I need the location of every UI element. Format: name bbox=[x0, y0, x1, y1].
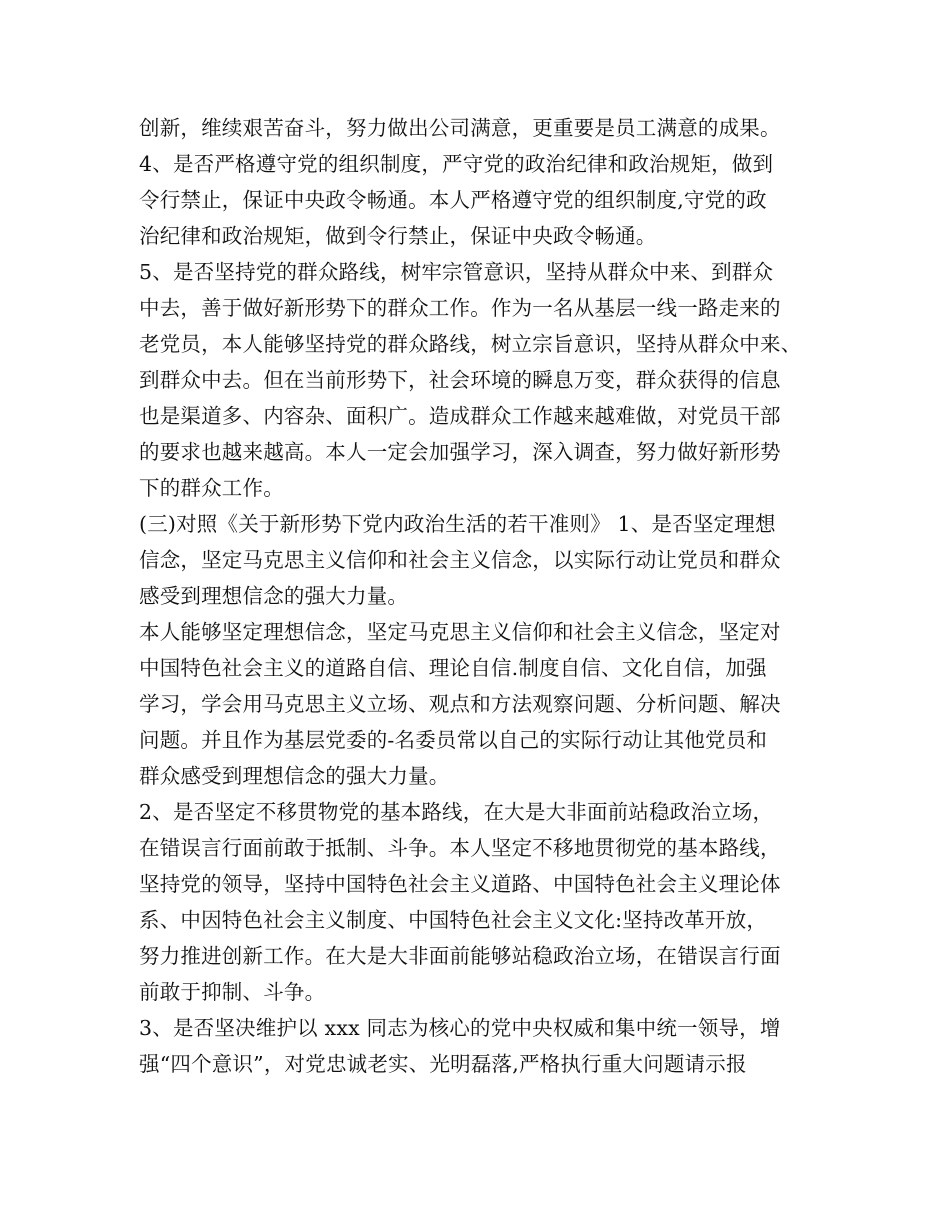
text-line: 学习，学会用马克思主义立场、观点和方法观察问题、分析问题、解决 bbox=[139, 692, 781, 716]
text-line: 创新，维续艰苦奋斗，努力做出公司满意，更重要是员工满意的成果。 bbox=[139, 116, 781, 140]
text-line: 强“四个意识”，对党忠诚老实、光明磊落,严格执行重大问题请示报 bbox=[139, 1052, 747, 1076]
text-line: 努力推进创新工作。在大是大非面前能够站稳政治立场，在错误言行面 bbox=[139, 944, 781, 968]
text-line: 群众感受到理想信念的强大力量。 bbox=[139, 764, 450, 788]
text-line: 下的群众工作。 bbox=[139, 476, 284, 500]
text-line: 3、是否坚决维护以 xxx 同志为核心的党中央权威和集中统一领导，增 bbox=[139, 1016, 781, 1040]
text-line: 问题。并且作为基层党委的-名委员常以自己的实际行动让其他党员和 bbox=[139, 728, 768, 752]
text-line: 在错误言行面前敢于抵制、斗争。本人坚定不移地贯彻党的基本路线， bbox=[139, 836, 781, 860]
text-line: 坚持党的领导，坚持中国特色社会主义道路、中国特色社会主义理论体 bbox=[139, 872, 781, 896]
text-line: 4、是否严格遵守党的组织制度，严守党的政治纪律和政治规矩，做到 bbox=[139, 152, 774, 176]
text-line: 到群众中去。但在当前形势下，社会环境的瞬息万变，群众获得的信息 bbox=[139, 368, 781, 392]
text-line: 中国特色社会主义的道路自信、理论自信.制度自信、文化自信，加强 bbox=[139, 656, 767, 680]
text-line: 感受到理想信念的强大力量。 bbox=[139, 584, 409, 608]
text-line: 令行禁止，保证中央政令畅通。本人严格遵守党的组织制度,守党的政 bbox=[139, 188, 767, 212]
text-line: 信念，坚定马克思主义信仰和社会主义信念，以实际行动让党员和群众 bbox=[139, 548, 781, 572]
text-line: 的要求也越来越高。本人一定会加强学习，深入调查，努力做好新形势 bbox=[139, 440, 781, 464]
text-line: 5、是否坚持党的群众路线，树牢宗管意识，坚持从群众中来、到群众 bbox=[139, 260, 774, 284]
text-line: 也是渠道多、内容杂、面积广。造成群众工作越来越难做，对党员干部 bbox=[139, 404, 781, 428]
text-line: 老党员，本人能够坚持党的群众路线，树立宗旨意识，坚持从群众中来、 bbox=[139, 332, 802, 356]
text-line: 本人能够坚定理想信念，坚定马克思主义信仰和社会主义信念，坚定对 bbox=[139, 620, 781, 644]
text-line: 中去，善于做好新形势下的群众工作。作为一名从基层一线一路走来的 bbox=[139, 296, 781, 320]
text-line: 治纪律和政治规矩，做到令行禁止，保证中央政令畅通。 bbox=[139, 224, 657, 248]
text-line: 2、是否坚定不移贯物党的基本路线，在大是大非面前站稳政治立场， bbox=[139, 800, 774, 824]
text-line: (三)对照《关于新形势下党内政治生活的若干准则》 1、是否坚定理想 bbox=[139, 512, 776, 536]
text-line: 前敢于抑制、斗争。 bbox=[139, 980, 326, 1004]
text-line: 系、中因特色社会主义制度、中国特色社会主义文化:坚持改革开放， bbox=[139, 908, 768, 932]
